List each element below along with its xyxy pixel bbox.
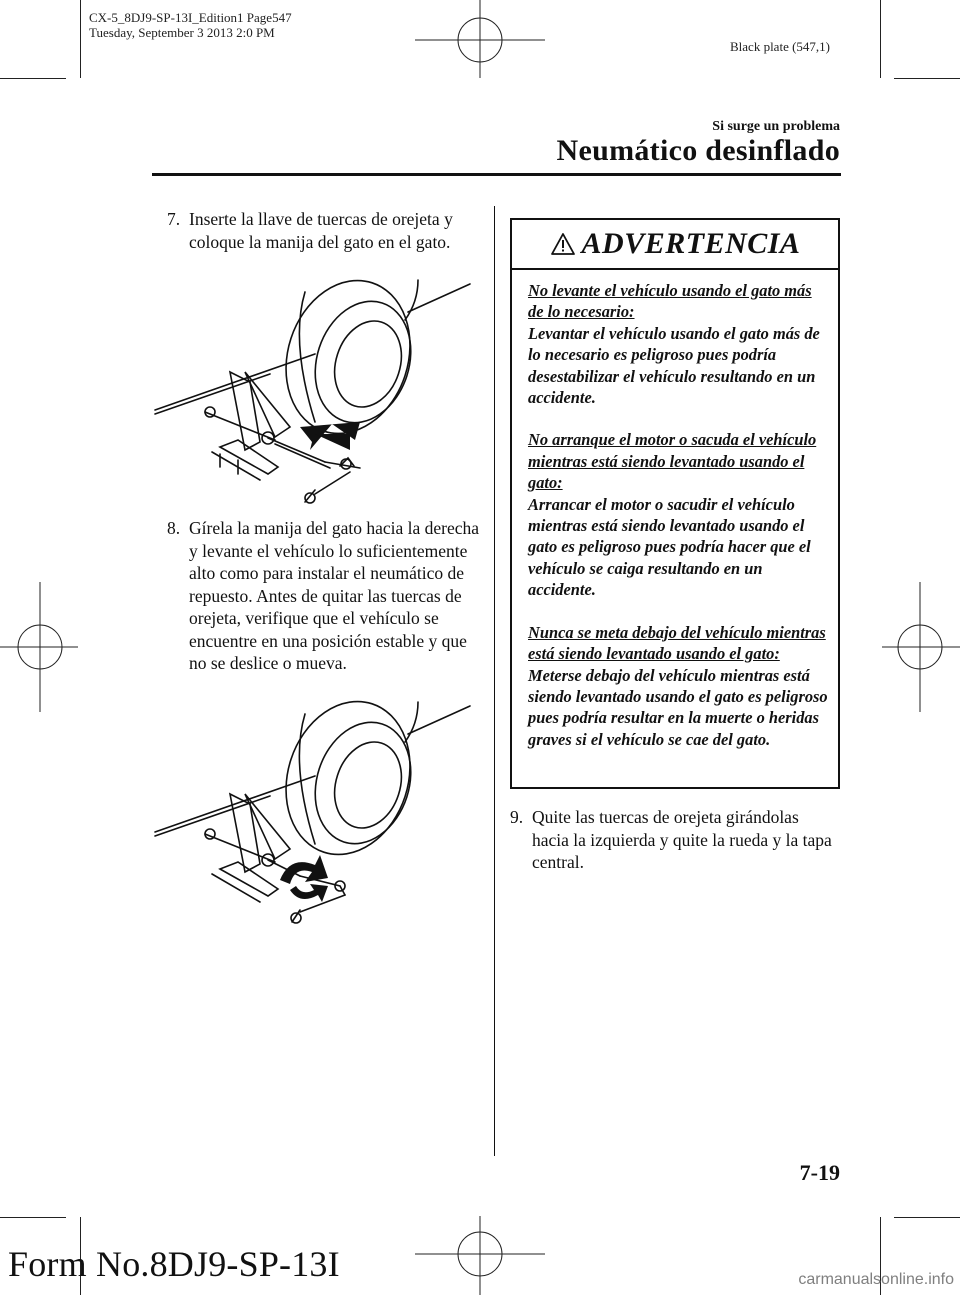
header-rule [152,173,841,176]
crop-mark [0,1217,66,1218]
jack-turning-illustration [150,690,475,940]
step-7 [167,208,482,253]
warning-subtitle: Nunca se meta debajo del vehículo mientras está siendo levantado usando el gato: [528,622,826,664]
warning-subtitle: No arranque el motor o sacuda el vehículo mientras está siendo levantado usando el gato: [528,430,817,493]
plate-label: Black plate (547,1) [730,39,830,54]
warning-item [528,429,830,600]
registration-target-right [880,582,960,712]
form-number: Form No.8DJ9-SP-13I [8,1244,340,1284]
watermark-link[interactable]: carmanualsonline.info [798,1271,954,1288]
print-date-line: Tuesday, September 3 2013 2:0 PM [89,25,275,40]
registration-target-top [415,0,545,80]
warning-header [512,220,838,270]
step-number: 8. [167,518,181,538]
crop-mark [880,0,881,78]
step-text: Inserte la llave de tuercas de orejeta y coloque la manija del gato en el gato. [189,209,453,252]
warning-text: Meterse debajo del vehículo mientras está siendo levantado usando el gato es peligroso pues podría resultar en la muerte o heridas graves si el vehículo se cae del gato. [528,665,828,749]
step-9 [510,806,840,874]
step-text: Quite las tuercas de orejeta girándolas hacia la izquierda y quite la rueda y la tapa central. [532,807,832,872]
jack-wrench-illustration [150,262,475,517]
warning-subtitle: No levante el vehículo usando el gato más de lo necesario: [528,281,812,322]
page-number: 7-19 [799,1160,840,1185]
step-text: Gírela la manija del gato hacia la derecha y levante el vehículo lo suficientemente alto como para instalar el neumático de repuesto. Antes de quitar las tuercas de orejeta, verifique que el vehículo se encuentre en una posición estable y que no se deslice o mueva. [189,518,480,673]
warning-body [512,270,838,750]
crop-mark [0,78,66,79]
warning-title: ADVERTENCIA [581,227,801,260]
crop-mark [894,1217,960,1218]
warning-text: Arrancar el motor o sacudir el vehículo mientras está siendo levantado usando el gato es peligroso pues podría hacer que el vehículo se caiga resultando en un accidente. [528,494,811,600]
step-number: 7. [167,209,181,229]
warning-item [528,280,830,408]
warning-box [510,218,840,789]
warning-text: Levantar el vehículo usando el gato más de lo necesario es peligroso pues podría desestabilizar el vehículo resultando en un accidente. [528,323,820,408]
crop-mark [894,78,960,79]
print-file-line: CX-5_8DJ9-SP-13I_Edition1 Page547 [89,10,292,25]
section-name: Si surge un problema [712,119,840,134]
column-divider [494,206,495,1156]
registration-target-left [0,582,80,712]
warning-triangle-icon [550,232,576,256]
warning-item [528,622,830,750]
step-number: 9. [510,807,524,827]
print-file-info [89,10,292,40]
crop-mark [80,0,81,78]
page-title: Neumático desinflado [556,134,840,167]
registration-target-bottom [415,1216,545,1295]
step-8 [167,517,482,675]
